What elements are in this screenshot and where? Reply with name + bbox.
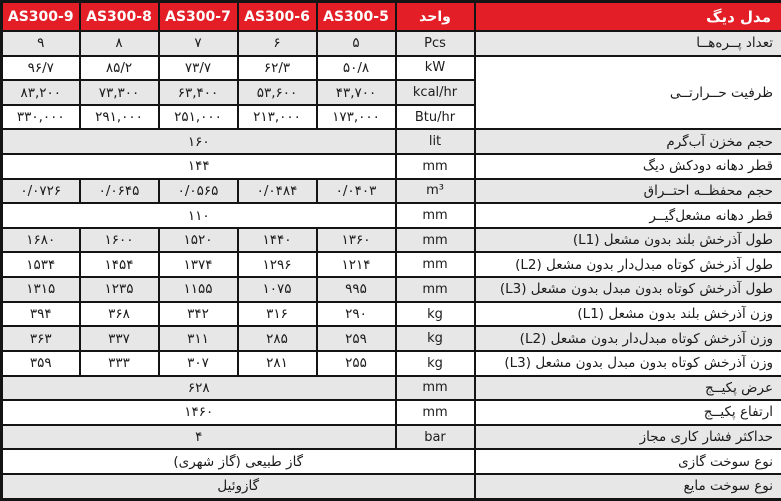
boiler-model-header: مدل دیگ bbox=[475, 2, 781, 32]
table-row bbox=[2, 252, 781, 277]
spec-value-cell: ۱۲۱۴ bbox=[317, 252, 396, 277]
model-header-as300-7: AS300-7 bbox=[159, 2, 238, 32]
unit-cell: kcal/hr bbox=[396, 80, 475, 105]
unit-cell: bar bbox=[396, 425, 475, 450]
spec-value-cell-merged: ۴ bbox=[2, 425, 396, 450]
model-header-as300-6: AS300-6 bbox=[238, 2, 317, 32]
spec-value-cell: ۱۰۷۵ bbox=[238, 277, 317, 302]
spec-value-cell: ۲۹۰ bbox=[317, 302, 396, 327]
table-row bbox=[2, 129, 781, 154]
spec-value-cell: ۱۳۱۵ bbox=[2, 277, 80, 302]
model-header-as300-8: AS300-8 bbox=[80, 2, 159, 32]
unit-cell: mm bbox=[396, 252, 475, 277]
spec-value-cell: ۳۳۷ bbox=[80, 326, 159, 351]
spec-value-cell: ۲۹۱,۰۰۰ bbox=[80, 105, 159, 130]
spec-table-body bbox=[2, 31, 781, 500]
unit-cell: lit bbox=[396, 129, 475, 154]
spec-value-cell: ۱۷۳,۰۰۰ bbox=[317, 105, 396, 130]
spec-value-cell: ۳۵۹ bbox=[2, 351, 80, 376]
row-label-cell: وزن آذرخش کوتاه بدون مبدل بدون مشعل (L3) bbox=[475, 351, 781, 376]
table-row bbox=[2, 154, 781, 179]
spec-value-cell: ۷ bbox=[159, 31, 238, 56]
unit-cell: mm bbox=[396, 400, 475, 425]
spec-value-cell: ۹۹۵ bbox=[317, 277, 396, 302]
spec-value-cell-merged: گازوئیل bbox=[2, 474, 475, 500]
row-label-cell: قطر دهانه دودکش دیگ bbox=[475, 154, 781, 179]
spec-value-cell-merged: گاز طبیعی (گاز شهری) bbox=[2, 449, 475, 474]
row-label-cell: ارتفاع پکیــج bbox=[475, 400, 781, 425]
spec-value-cell: ۱۶۰۰ bbox=[80, 228, 159, 253]
unit-cell: mm bbox=[396, 277, 475, 302]
spec-value-cell: ۳۱۱ bbox=[159, 326, 238, 351]
spec-value-cell: ۳۴۲ bbox=[159, 302, 238, 327]
unit-cell: mm bbox=[396, 203, 475, 228]
table-row bbox=[2, 56, 781, 81]
header-row bbox=[2, 2, 781, 32]
spec-value-cell: ۸۵/۲ bbox=[80, 56, 159, 81]
spec-value-cell: ۱۲۳۵ bbox=[80, 277, 159, 302]
spec-value-cell: ۲۵۹ bbox=[317, 326, 396, 351]
spec-value-cell: ۱۳۷۴ bbox=[159, 252, 238, 277]
spec-value-cell: ۳۹۴ bbox=[2, 302, 80, 327]
spec-value-cell: ۸ bbox=[80, 31, 159, 56]
spec-value-cell: ۶۳,۴۰۰ bbox=[159, 80, 238, 105]
unit-cell: m³ bbox=[396, 179, 475, 204]
table-row bbox=[2, 277, 781, 302]
row-label-cell: حداکثر فشار کاری مجاز bbox=[475, 425, 781, 450]
spec-value-cell: ۸۳,۲۰۰ bbox=[2, 80, 80, 105]
spec-value-cell-merged: ۱۴۴ bbox=[2, 154, 396, 179]
row-label-cell: وزن آذرخش بلند بدون مشعل (L1) bbox=[475, 302, 781, 327]
unit-cell: kg bbox=[396, 302, 475, 327]
spec-value-cell: ۵۳,۶۰۰ bbox=[238, 80, 317, 105]
table-row bbox=[2, 400, 781, 425]
model-header-as300-9: AS300-9 bbox=[2, 2, 80, 32]
row-label-cell: طول آذرخش کوتاه بدون مبدل بدون مشعل (L3) bbox=[475, 277, 781, 302]
row-label-cell: حجم محفظــه احتــراق bbox=[475, 179, 781, 204]
spec-value-cell: ۰/۰۵۶۵ bbox=[159, 179, 238, 204]
unit-cell: kW bbox=[396, 56, 475, 81]
unit-cell: mm bbox=[396, 154, 475, 179]
row-label-cell: نوع سوخت مایع bbox=[475, 474, 781, 500]
spec-value-cell: ۲۱۳,۰۰۰ bbox=[238, 105, 317, 130]
spec-value-cell: ۶ bbox=[238, 31, 317, 56]
spec-value-cell: ۳۳۳ bbox=[80, 351, 159, 376]
spec-value-cell: ۳۶۳ bbox=[2, 326, 80, 351]
row-label-cell: حجم مخزن آب‌گرم bbox=[475, 129, 781, 154]
spec-value-cell: ۳۳۰,۰۰۰ bbox=[2, 105, 80, 130]
table-row bbox=[2, 302, 781, 327]
spec-value-cell: ۲۵۱,۰۰۰ bbox=[159, 105, 238, 130]
row-label-cell: قطر دهانه مشعل‌گیــر bbox=[475, 203, 781, 228]
row-label-cell: نوع سوخت گازی bbox=[475, 449, 781, 474]
row-label-cell: تعداد پــره‌هــا bbox=[475, 31, 781, 56]
spec-value-cell: ۰/۰۴۰۳ bbox=[317, 179, 396, 204]
table-row bbox=[2, 203, 781, 228]
row-label-cell: ظرفیت حــرارتــی bbox=[475, 56, 781, 130]
spec-value-cell: ۱۴۵۴ bbox=[80, 252, 159, 277]
spec-value-cell: ۳۱۶ bbox=[238, 302, 317, 327]
spec-value-cell: ۵ bbox=[317, 31, 396, 56]
table-row bbox=[2, 376, 781, 401]
spec-value-cell: ۱۳۶۰ bbox=[317, 228, 396, 253]
spec-value-cell-merged: ۱۴۶۰ bbox=[2, 400, 396, 425]
spec-value-cell: ۱۲۹۶ bbox=[238, 252, 317, 277]
table-row bbox=[2, 31, 781, 56]
spec-value-cell-merged: ۱۶۰ bbox=[2, 129, 396, 154]
table-row bbox=[2, 326, 781, 351]
unit-cell: Btu/hr bbox=[396, 105, 475, 130]
spec-value-cell: ۲۸۱ bbox=[238, 351, 317, 376]
unit-cell: kg bbox=[396, 351, 475, 376]
table-row bbox=[2, 449, 781, 474]
unit-cell: kg bbox=[396, 326, 475, 351]
row-label-cell: عرض پکیــج bbox=[475, 376, 781, 401]
spec-value-cell: ۱۶۸۰ bbox=[2, 228, 80, 253]
spec-value-cell-merged: ۶۲۸ bbox=[2, 376, 396, 401]
spec-value-cell: ۷۳/۷ bbox=[159, 56, 238, 81]
table-row bbox=[2, 228, 781, 253]
spec-value-cell: ۳۶۸ bbox=[80, 302, 159, 327]
spec-value-cell: ۹ bbox=[2, 31, 80, 56]
spec-value-cell: ۱۴۴۰ bbox=[238, 228, 317, 253]
spec-value-cell: ۰/۰۴۸۴ bbox=[238, 179, 317, 204]
unit-cell: mm bbox=[396, 228, 475, 253]
row-label-cell: طول آذرخش کوتاه مبدل‌دار بدون مشعل (L2) bbox=[475, 252, 781, 277]
table-row bbox=[2, 425, 781, 450]
spec-value-cell: ۱۱۵۵ bbox=[159, 277, 238, 302]
spec-value-cell: ۳۰۷ bbox=[159, 351, 238, 376]
spec-value-cell: ۴۳,۷۰۰ bbox=[317, 80, 396, 105]
table-row bbox=[2, 474, 781, 500]
spec-value-cell: ۱۵۳۴ bbox=[2, 252, 80, 277]
unit-cell: Pcs bbox=[396, 31, 475, 56]
spec-value-cell: ۵۰/۸ bbox=[317, 56, 396, 81]
model-header-as300-5: AS300-5 bbox=[317, 2, 396, 32]
table-row bbox=[2, 351, 781, 376]
row-label-cell: وزن آذرخش کوتاه مبدل‌دار بدون مشعل (L2) bbox=[475, 326, 781, 351]
unit-cell: mm bbox=[396, 376, 475, 401]
spec-value-cell: ۰/۰۷۲۶ bbox=[2, 179, 80, 204]
spec-value-cell: ۷۳,۳۰۰ bbox=[80, 80, 159, 105]
table-row bbox=[2, 179, 781, 204]
spec-value-cell: ۱۵۲۰ bbox=[159, 228, 238, 253]
spec-value-cell: ۰/۰۶۴۵ bbox=[80, 179, 159, 204]
row-label-cell: طول آذرخش بلند بدون مشعل (L1) bbox=[475, 228, 781, 253]
unit-column-header: واحد bbox=[396, 2, 475, 32]
spec-value-cell: ۶۲/۳ bbox=[238, 56, 317, 81]
spec-value-cell: ۲۵۵ bbox=[317, 351, 396, 376]
spec-value-cell: ۲۸۵ bbox=[238, 326, 317, 351]
spec-value-cell: ۹۶/۷ bbox=[2, 56, 80, 81]
spec-value-cell-merged: ۱۱۰ bbox=[2, 203, 396, 228]
